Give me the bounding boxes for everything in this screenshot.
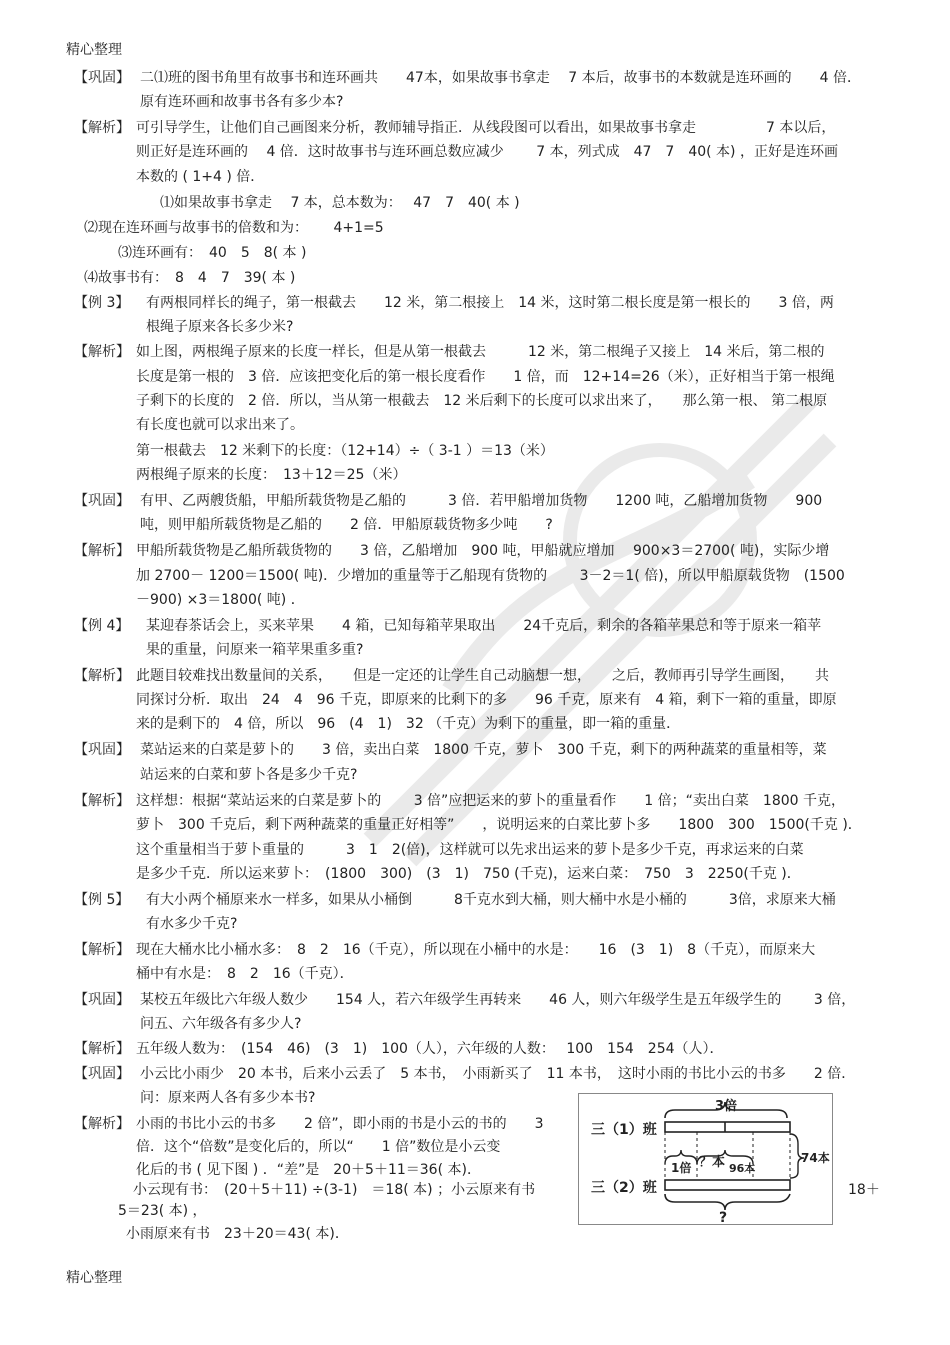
text-line: 加 2700－ 1200＝1500( 吨)．少增加的重量等于乙船现有货物的 3－2＝1( 倍)，所以甲船原载货物 (1500 <box>136 568 845 584</box>
section-tag-example: 【例 5】 <box>74 892 130 908</box>
section-tag-analysis: 【解析】 <box>74 668 130 684</box>
section-tag-analysis: 【解析】 <box>74 1041 130 1057</box>
section-tag-analysis: 【解析】 <box>74 344 130 360</box>
text-line: 这样想：根据“菜站运来的白菜是萝卜的 3 倍”应把运来的萝卜的重量看作 1 倍；“卖出白菜 1800 千克， <box>136 793 846 809</box>
text-line: ⑶连环画有： 40 5 8( 本 ) <box>118 245 307 261</box>
one-times-label: 1倍 <box>671 1161 692 1175</box>
text-line: 小云比小雨少 20 本书，后来小云丢了 5 本书， 小雨新买了 11 本书， 这时小雨的书比小云的书多 2 倍． <box>140 1066 856 1082</box>
text-line: 问五、六年级各有多少人? <box>140 1016 302 1032</box>
text-line: 化后的书 ( 见下图 ) ．“差”是 20＋5＋11＝36( 本)． <box>136 1162 481 1178</box>
section-tag-analysis: 【解析】 <box>74 1116 130 1132</box>
text-line: 5＝23( 本) ， <box>118 1203 207 1219</box>
row2-label: 三（2）班 <box>591 1180 657 1196</box>
text-line: 可引导学生，让他们自己画图来分析，教师辅导指正．从线段图可以看出，如果故事书拿走 7 本以后， <box>136 120 836 136</box>
row2-bar <box>665 1180 790 1190</box>
text-line: 站运来的白菜和萝卜各是多少千克? <box>140 767 358 783</box>
text-line: 果的重量，问原来一箱苹果重多重? <box>146 642 364 658</box>
text-line: 现在大桶水比小桶水多： 8 2 16（千克），所以现在小桶中的水是： 16 (3 1) 8（千克），而原来大 <box>136 942 816 958</box>
bottom-question-label: ? <box>719 1210 728 1224</box>
text-line: 五年级人数为： (154 46) (3 1) 100（人），六年级的人数： 100 154 254（人）． <box>136 1041 724 1057</box>
section-tag-example: 【例 3】 <box>74 295 130 311</box>
text-line: ⑵现在连环画与故事书的倍数和为： 4+1=5 <box>84 220 384 236</box>
text-line: 小云现有书： (20＋5＋11) ÷(3-1) ＝18( 本) ；小云原来有书 <box>133 1182 536 1198</box>
text-line: 桶中有水是： 8 2 16（千克）． <box>136 966 354 982</box>
section-tag-analysis: 【解析】 <box>74 793 130 809</box>
text-line: ⑷故事书有： 8 4 7 39( 本 ) <box>84 270 296 286</box>
text-line: 同探讨分析．取出 24 4 96 千克，即原来的比剩下的多 96 千克，原来有 4 箱，剩下一箱的重量，即原 <box>136 692 837 708</box>
text-line: 问：原来两人各有多少本书? <box>140 1090 316 1106</box>
text-line: 某校五年级比六年级人数少 154 人，若六年级学生再转来 46 人，则六年级学生是五年级学生的 3 倍， <box>140 992 856 1008</box>
text-line: 子剩下的长度的 2 倍．所以，当从第一根截去 12 米后剩下的长度可以求出来了， 那么第一根、 第二根原 <box>136 393 828 409</box>
text-line: 吨，则甲船所载货物是乙船的 2 倍．甲船原载货物多少吨 ? <box>140 517 553 533</box>
page-header: 精心整理 <box>66 42 122 58</box>
text-line: 小雨原来有书 23＋20＝43( 本)． <box>126 1226 349 1242</box>
segment-diagram <box>578 1093 833 1225</box>
text-line: 有水多少千克? <box>146 916 238 932</box>
segment-diagram-svg <box>579 1094 832 1224</box>
text-line: 小雨的书比小云的书多 2 倍”，即小雨的书是小云的书的 3 <box>136 1116 544 1132</box>
text-line: 原有连环画和故事书各有多少本? <box>140 94 344 110</box>
text-line: 这个重量相当于萝卜重量的 3 1 2(倍)，这样就可以先求出运来的萝卜是多少千克，再求运来的白菜 <box>136 842 804 858</box>
section-tag-analysis: 【解析】 <box>74 942 130 958</box>
section-tag-consolidate: 【巩固】 <box>74 742 130 758</box>
section-tag-example: 【例 4】 <box>74 618 130 634</box>
text-line: 根绳子原来各长多少米? <box>146 319 294 335</box>
text-line: 第一根截去 12 米剩下的长度：（12+14）÷（ 3-1 ）＝13（米） <box>136 443 554 459</box>
text-line: 二⑴班的图书角里有故事书和连环画共 47本，如果故事书拿走 7 本后，故事书的本数就是连环画的 4 倍． <box>140 70 861 86</box>
text-line: －900) ×3＝1800( 吨) ． <box>136 592 305 608</box>
section-tag-consolidate: 【巩固】 <box>74 992 130 1008</box>
text-line: 萝卜 300 千克后，剩下两种蔬菜的重量正好相等” ，说明运来的白菜比萝卜多 1800 300 1500(千克 )． <box>136 817 862 833</box>
text-line: 18＋ <box>848 1182 880 1198</box>
page-footer: 精心整理 <box>66 1270 122 1286</box>
text-line: 本数的 ( 1+4 ) 倍． <box>136 169 265 185</box>
section-tag-consolidate: 【巩固】 <box>74 70 130 86</box>
text-line: 有甲、乙两艘货船，甲船所载货物是乙船的 3 倍．若甲船增加货物 1200 吨，乙船增加货物 900 <box>140 493 823 509</box>
text-line: 如上图，两根绳子原来的长度一样长，但是从第一根截去 12 米，第二根绳子又接上 14 米后，第二根的 <box>136 344 825 360</box>
text-line: 长度是第一根的 3 倍．应该把变化后的第一根长度看作 1 倍，而 12+14=26（米），正好相当于第一根绳 <box>136 369 835 385</box>
text-line: 倍．这个“倍数”是变化后的，所以“ 1 倍”数位是小云变 <box>136 1139 501 1155</box>
text-line: 此题目较难找出数量间的关系， 但是一定还的让学生自己动脑想一想， 之后，教师再引导学生画图， 共 <box>136 668 829 684</box>
text-line: 来的是剩下的 4 倍，所以 96 (4 1) 32 （千克）为剩下的重量，即一箱的重量． <box>136 716 681 732</box>
text-line: 菜站运来的白菜是萝卜的 3 倍，卖出白菜 1800 千克，萝卜 300 千克，剩下的两种蔬菜的重量相等，菜 <box>140 742 827 758</box>
text-line: 是多少千克．所以运来萝卜： (1800 300) (3 1) 750 (千克)，运来白菜： 750 3 2250(千克 )． <box>136 866 801 882</box>
text-line: 两根绳子原来的长度： 13＋12＝25（米） <box>136 467 407 483</box>
text-line: 则正好是连环画的 4 倍．这时故事书与连环画总数应减少 7 本，列式成 47 7 40( 本) ，正好是连环画 <box>136 144 838 160</box>
section-tag-analysis: 【解析】 <box>74 120 130 136</box>
text-line: 甲船所载货物是乙船所载货物的 3 倍，乙船增加 900 吨，甲船就应增加 900×3＝2700( 吨)，实际少增 <box>136 543 830 559</box>
text-line: 某迎春茶话会上，买来苹果 4 箱，已知每箱苹果取出 24千克后，剩余的各箱苹果总和等于原来一箱苹 <box>146 618 822 634</box>
section-tag-consolidate: 【巩固】 <box>74 1066 130 1082</box>
top-label: 3倍 <box>715 1099 738 1114</box>
seventy-four-label: 74本 <box>801 1151 830 1165</box>
bottom-brace <box>665 1194 790 1210</box>
text-line: ⑴如果故事书拿走 7 本，总本数为： 47 7 40( 本 ) <box>160 195 520 211</box>
text-line: 有两根同样长的绳子，第一根截去 12 米，第二根接上 14 米，这时第二根长度是第一根长的 3 倍，两 <box>146 295 834 311</box>
section-tag-consolidate: 【巩固】 <box>74 493 130 509</box>
row1-label: 三（1）班 <box>591 1122 657 1138</box>
text-line: 有长度也就可以求出来了。 <box>136 417 304 433</box>
section-tag-analysis: 【解析】 <box>74 543 130 559</box>
row1-bar <box>665 1122 790 1132</box>
unknown-books-label: ？本 <box>699 1155 726 1170</box>
ninety-six-label: 96本 <box>729 1162 756 1175</box>
text-line: 有大小两个桶原来水一样多，如果从小桶倒 8千克水到大桶，则大桶中水是小桶的 3倍，求原来大桶 <box>146 892 836 908</box>
